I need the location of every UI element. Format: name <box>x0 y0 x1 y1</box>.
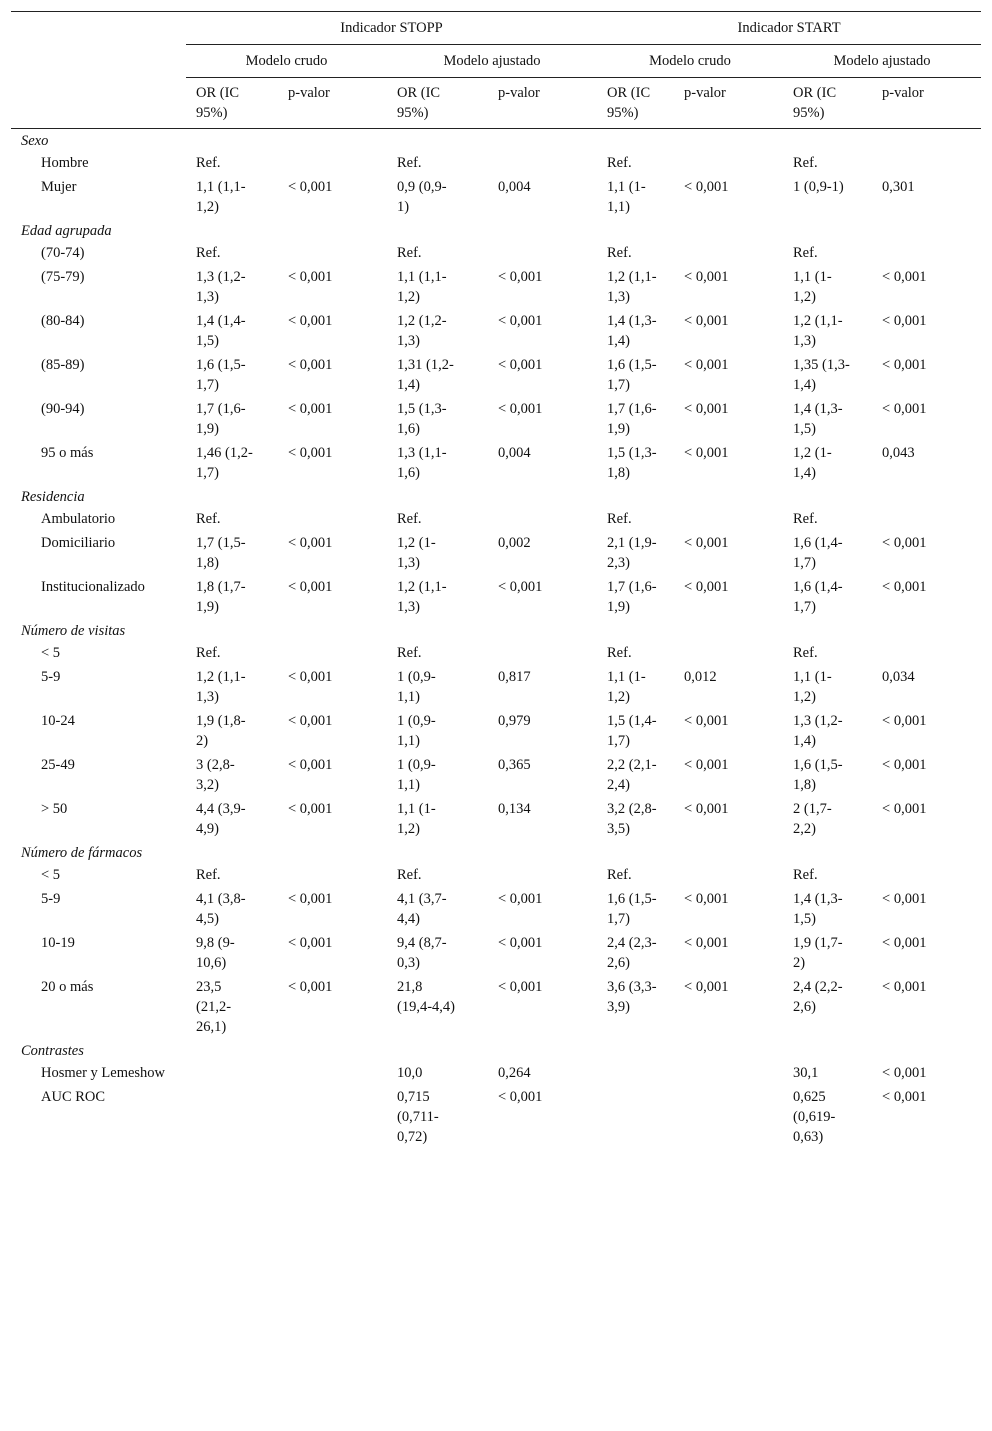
row-label: (90-94) <box>41 401 85 417</box>
p-value-cell <box>278 507 387 531</box>
row-label: Hombre <box>41 155 89 171</box>
row-label: AUC ROC <box>41 1089 106 1105</box>
p-value-cell <box>674 863 783 887</box>
or-cell: 1,1 (1,1-1,2) <box>397 269 447 305</box>
section-title: Número de fármacos <box>21 845 143 861</box>
or-cell: 21,8 (19,4-4,4) <box>397 979 455 1015</box>
row-label: (80-84) <box>41 313 85 329</box>
or-cell: Ref. <box>607 155 632 171</box>
p-value-cell <box>674 241 783 265</box>
corner-cell <box>11 12 186 45</box>
p-value-cell: < 0,001 <box>684 979 729 995</box>
p-value-cell <box>674 1061 783 1085</box>
or-cell <box>597 1061 674 1085</box>
col-pvalor: p-valor <box>488 78 597 129</box>
p-value-cell <box>488 641 597 665</box>
or-cell: 1,2 (1-1,3) <box>397 535 436 571</box>
p-value-cell: < 0,001 <box>882 313 927 329</box>
p-value-cell: < 0,001 <box>882 535 927 551</box>
or-cell: 1,2 (1,1-1,3) <box>793 313 843 349</box>
p-value-cell: < 0,001 <box>684 757 729 773</box>
section-title: Número de visitas <box>21 623 126 639</box>
or-cell: 4,1 (3,7-4,4) <box>397 891 447 927</box>
or-cell: 1,2 (1,2-1,3) <box>397 313 447 349</box>
row-label: Institucionalizado <box>41 579 145 595</box>
or-cell: Ref. <box>793 155 818 171</box>
table-row <box>11 151 981 175</box>
or-cell: 4,1 (3,8-4,5) <box>196 891 246 927</box>
col-or: OR (IC 95%) <box>186 78 278 129</box>
p-value-cell <box>278 241 387 265</box>
p-value-cell: < 0,001 <box>684 713 729 729</box>
p-value-cell: < 0,001 <box>288 313 333 329</box>
section-title: Contrastes <box>21 1043 84 1059</box>
or-cell: 10,0 <box>397 1065 423 1081</box>
p-value-cell <box>488 863 597 887</box>
or-cell: 1,6 (1,5-1,7) <box>607 357 657 393</box>
or-cell <box>186 1085 278 1153</box>
p-value-cell: < 0,001 <box>882 979 927 995</box>
p-value-cell: < 0,001 <box>288 713 333 729</box>
p-value-cell: 0,002 <box>498 535 531 551</box>
table-row <box>11 863 981 887</box>
or-cell: 1,7 (1,6-1,9) <box>607 579 657 615</box>
row-label: (75-79) <box>41 269 85 285</box>
p-value-cell: < 0,001 <box>498 579 543 595</box>
table-row <box>11 887 981 931</box>
or-cell: Ref. <box>607 245 632 261</box>
or-cell: 1,7 (1,6-1,9) <box>607 401 657 437</box>
p-value-cell: < 0,001 <box>288 579 333 595</box>
table-row <box>11 709 981 753</box>
row-label: < 5 <box>41 645 61 661</box>
or-cell: 1,7 (1,6-1,9) <box>196 401 246 437</box>
header-start: Indicador START <box>597 12 981 45</box>
table-row <box>11 975 981 1039</box>
or-cell: 2,2 (2,1-2,4) <box>607 757 657 793</box>
or-cell: 1 (0,9-1,1) <box>397 669 436 705</box>
table-row <box>11 575 981 619</box>
or-cell: 1,2 (1,1-1,3) <box>397 579 447 615</box>
table-row <box>11 265 981 309</box>
table-row <box>11 241 981 265</box>
header-stopp-crudo: Modelo crudo <box>186 45 387 78</box>
p-value-cell: < 0,001 <box>684 313 729 329</box>
col-pvalor: p-valor <box>278 78 387 129</box>
or-cell: 23,5 (21,2-26,1) <box>196 979 232 1035</box>
p-value-cell: < 0,001 <box>288 269 333 285</box>
or-cell: 1,8 (1,7-1,9) <box>196 579 246 615</box>
p-value-cell: < 0,001 <box>288 979 333 995</box>
p-value-cell: 0,012 <box>684 669 717 685</box>
p-value-cell: < 0,001 <box>882 757 927 773</box>
p-value-cell <box>872 507 981 531</box>
col-or: OR (IC 95%) <box>387 78 488 129</box>
or-cell: 1,6 (1,5-1,8) <box>793 757 843 793</box>
or-cell: 1,1 (1,1-1,2) <box>196 179 246 215</box>
row-label: (70-74) <box>41 245 85 261</box>
or-cell: 1,6 (1,4-1,7) <box>793 535 843 571</box>
p-value-cell <box>872 863 981 887</box>
or-cell: 1,2 (1,1-1,3) <box>196 669 246 705</box>
table-row <box>11 309 981 353</box>
or-cell: 30,1 <box>793 1065 819 1081</box>
p-value-cell: 0,301 <box>882 179 915 195</box>
p-value-cell: < 0,001 <box>288 669 333 685</box>
p-value-cell <box>872 241 981 265</box>
or-cell: 0,625 (0,619-0,63) <box>793 1089 836 1145</box>
p-value-cell: < 0,001 <box>684 445 729 461</box>
or-cell: 9,4 (8,7-0,3) <box>397 935 447 971</box>
or-cell: 1 (0,9-1,1) <box>397 713 436 749</box>
or-cell: Ref. <box>196 511 221 527</box>
or-cell: Ref. <box>793 511 818 527</box>
section-title: Residencia <box>21 489 85 505</box>
or-cell: 1,1 (1-1,2) <box>607 669 646 705</box>
or-cell: 1,1 (1-1,2) <box>397 801 436 837</box>
or-cell: 1,46 (1,2-1,7) <box>196 445 253 481</box>
p-value-cell <box>674 507 783 531</box>
or-cell: 4,4 (3,9-4,9) <box>196 801 246 837</box>
col-pvalor: p-valor <box>872 78 981 129</box>
table-row <box>11 507 981 531</box>
or-cell: Ref. <box>196 645 221 661</box>
p-value-cell: < 0,001 <box>882 269 927 285</box>
row-label: 25-49 <box>41 757 75 773</box>
p-value-cell <box>674 151 783 175</box>
or-cell: 1,4 (1,4-1,5) <box>196 313 246 349</box>
p-value-cell: < 0,001 <box>684 269 729 285</box>
p-value-cell: < 0,001 <box>882 1089 927 1105</box>
row-label: 5-9 <box>41 891 61 907</box>
p-value-cell: < 0,001 <box>684 179 729 195</box>
p-value-cell: 0,134 <box>498 801 531 817</box>
p-value-cell: < 0,001 <box>684 401 729 417</box>
p-value-cell <box>872 151 981 175</box>
or-cell: 1,4 (1,3-1,4) <box>607 313 657 349</box>
table-row <box>11 175 981 219</box>
or-cell: Ref. <box>793 245 818 261</box>
or-cell: 9,8 (9-10,6) <box>196 935 235 971</box>
or-cell: 1,5 (1,4-1,7) <box>607 713 657 749</box>
or-cell: Ref. <box>397 867 422 883</box>
or-cell: 1,2 (1-1,4) <box>793 445 832 481</box>
row-label: 5-9 <box>41 669 61 685</box>
table-body <box>11 129 981 1154</box>
p-value-cell: < 0,001 <box>498 313 543 329</box>
or-results-table <box>11 11 981 1153</box>
header-stopp-ajustado: Modelo ajustado <box>387 45 597 78</box>
or-cell: 1,3 (1,1-1,6) <box>397 445 447 481</box>
p-value-cell: < 0,001 <box>288 757 333 773</box>
p-value-cell: < 0,001 <box>684 935 729 951</box>
p-value-cell <box>674 641 783 665</box>
table-row <box>11 1085 981 1153</box>
header-start-crudo: Modelo crudo <box>597 45 783 78</box>
or-cell: Ref. <box>793 867 818 883</box>
p-value-cell: < 0,001 <box>882 713 927 729</box>
or-cell: 1,1 (1-1,1) <box>607 179 646 215</box>
p-value-cell: 0,034 <box>882 669 915 685</box>
p-value-cell <box>488 507 597 531</box>
p-value-cell <box>278 863 387 887</box>
or-cell: 2,4 (2,2-2,6) <box>793 979 843 1015</box>
or-cell: 1,6 (1,4-1,7) <box>793 579 843 615</box>
or-cell: 2,1 (1,9-2,3) <box>607 535 657 571</box>
p-value-cell <box>278 1085 387 1153</box>
p-value-cell: < 0,001 <box>882 401 927 417</box>
or-cell: 3,6 (3,3-3,9) <box>607 979 657 1015</box>
table-row <box>11 397 981 441</box>
or-cell: Ref. <box>397 155 422 171</box>
or-cell: Ref. <box>397 511 422 527</box>
or-cell: Ref. <box>196 155 221 171</box>
row-label: > 50 <box>41 801 68 817</box>
p-value-cell: < 0,001 <box>288 401 333 417</box>
header-stopp: Indicador STOPP <box>186 12 597 45</box>
row-label: 10-19 <box>41 935 75 951</box>
row-label: Domiciliario <box>41 535 116 551</box>
p-value-cell: < 0,001 <box>684 535 729 551</box>
table-row <box>11 353 981 397</box>
or-cell <box>186 1061 278 1085</box>
p-value-cell: < 0,001 <box>498 935 543 951</box>
or-cell: 1,9 (1,7-2) <box>793 935 843 971</box>
or-cell: Ref. <box>607 511 632 527</box>
or-cell: Ref. <box>793 645 818 661</box>
p-value-cell <box>674 1085 783 1153</box>
or-cell: 0,715 (0,711-0,72) <box>397 1089 439 1145</box>
p-value-cell: < 0,001 <box>882 579 927 595</box>
row-label: Ambulatorio <box>41 511 116 527</box>
p-value-cell: < 0,001 <box>498 891 543 907</box>
p-value-cell: < 0,001 <box>498 979 543 995</box>
or-cell: 1,3 (1,2-1,3) <box>196 269 246 305</box>
col-or: OR (IC 95%) <box>597 78 674 129</box>
section-title: Sexo <box>21 133 49 149</box>
or-cell: 2 (1,7-2,2) <box>793 801 832 837</box>
or-cell: Ref. <box>196 867 221 883</box>
header-start-ajustado: Modelo ajustado <box>783 45 981 78</box>
or-cell: 0,9 (0,9-1) <box>397 179 447 215</box>
or-cell: 1,5 (1,3-1,6) <box>397 401 447 437</box>
p-value-cell: < 0,001 <box>684 579 729 595</box>
p-value-cell: < 0,001 <box>882 801 927 817</box>
p-value-cell <box>278 151 387 175</box>
or-cell: 1,1 (1-1,2) <box>793 669 832 705</box>
or-cell: 1,3 (1,2-1,4) <box>793 713 843 749</box>
or-cell: 1,31 (1,2-1,4) <box>397 357 454 393</box>
p-value-cell: < 0,001 <box>882 1065 927 1081</box>
or-cell: 1 (0,9-1) <box>793 179 844 195</box>
p-value-cell: < 0,001 <box>498 357 543 373</box>
row-label: (85-89) <box>41 357 85 373</box>
table-row <box>11 1061 981 1085</box>
or-cell: 1,6 (1,5-1,7) <box>607 891 657 927</box>
row-label: 10-24 <box>41 713 75 729</box>
or-cell: 3 (2,8-3,2) <box>196 757 235 793</box>
p-value-cell: < 0,001 <box>498 269 543 285</box>
or-cell: 1,5 (1,3-1,8) <box>607 445 657 481</box>
row-label: Hosmer y Lemeshow <box>41 1065 166 1081</box>
or-cell: Ref. <box>607 645 632 661</box>
row-label: 95 o más <box>41 445 94 461</box>
or-cell <box>597 1085 674 1153</box>
or-cell: Ref. <box>607 867 632 883</box>
or-cell: Ref. <box>196 245 221 261</box>
p-value-cell: < 0,001 <box>498 401 543 417</box>
or-cell: 1,2 (1,1-1,3) <box>607 269 657 305</box>
p-value-cell: < 0,001 <box>882 935 927 951</box>
or-cell: Ref. <box>397 245 422 261</box>
p-value-cell: 0,365 <box>498 757 531 773</box>
p-value-cell: < 0,001 <box>882 357 927 373</box>
row-label: 20 o más <box>41 979 94 995</box>
p-value-cell: < 0,001 <box>882 891 927 907</box>
p-value-cell: 0,043 <box>882 445 915 461</box>
p-value-cell: < 0,001 <box>498 1089 543 1105</box>
p-value-cell <box>488 241 597 265</box>
p-value-cell: < 0,001 <box>288 179 333 195</box>
table-row <box>11 641 981 665</box>
table-row <box>11 441 981 485</box>
table-row <box>11 531 981 575</box>
p-value-cell: < 0,001 <box>684 891 729 907</box>
p-value-cell: < 0,001 <box>288 891 333 907</box>
or-cell: 1,4 (1,3-1,5) <box>793 891 843 927</box>
or-cell: Ref. <box>397 645 422 661</box>
table-row <box>11 797 981 841</box>
p-value-cell: < 0,001 <box>288 801 333 817</box>
p-value-cell: 0,979 <box>498 713 531 729</box>
p-value-cell: < 0,001 <box>288 535 333 551</box>
or-cell: 1,4 (1,3-1,5) <box>793 401 843 437</box>
table-row <box>11 931 981 975</box>
or-cell: 2,4 (2,3-2,6) <box>607 935 657 971</box>
p-value-cell <box>278 1061 387 1085</box>
or-cell: 1,9 (1,8-2) <box>196 713 246 749</box>
p-value-cell: < 0,001 <box>288 357 333 373</box>
p-value-cell: 0,817 <box>498 669 531 685</box>
or-cell: 3,2 (2,8-3,5) <box>607 801 657 837</box>
or-cell: 1,1 (1-1,2) <box>793 269 832 305</box>
table-row <box>11 753 981 797</box>
p-value-cell: < 0,001 <box>288 445 333 461</box>
or-cell: 1,7 (1,5-1,8) <box>196 535 246 571</box>
or-cell: 1 (0,9-1,1) <box>397 757 436 793</box>
section-title: Edad agrupada <box>21 223 112 239</box>
p-value-cell <box>872 641 981 665</box>
p-value-cell <box>488 151 597 175</box>
p-value-cell: < 0,001 <box>684 357 729 373</box>
or-cell: 1,6 (1,5-1,7) <box>196 357 246 393</box>
col-or: OR (IC 95%) <box>783 78 872 129</box>
row-label: < 5 <box>41 867 61 883</box>
p-value-cell: < 0,001 <box>684 801 729 817</box>
or-cell: 1,35 (1,3-1,4) <box>793 357 850 393</box>
col-pvalor: p-valor <box>674 78 783 129</box>
p-value-cell <box>278 641 387 665</box>
p-value-cell: 0,264 <box>498 1065 531 1081</box>
results-table-container <box>11 11 981 1153</box>
row-label: Mujer <box>41 179 77 195</box>
p-value-cell: 0,004 <box>498 445 531 461</box>
p-value-cell: 0,004 <box>498 179 531 195</box>
p-value-cell: < 0,001 <box>288 935 333 951</box>
table-row <box>11 665 981 709</box>
